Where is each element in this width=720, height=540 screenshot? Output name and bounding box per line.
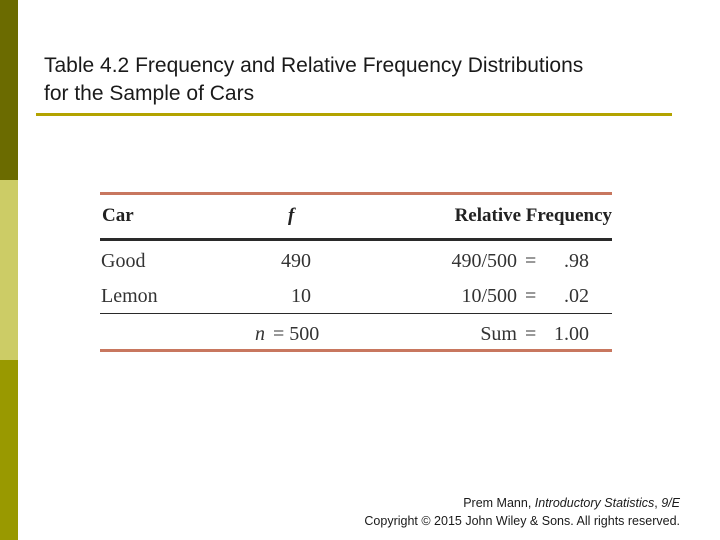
row-equals: = [525,285,537,307]
copyright-notice: Copyright © 2015 John Wiley & Sons. All rights reserved. [364,514,680,528]
slide-title-line-1: Table 4.2 Frequency and Relative Frequency Distributions [44,54,584,77]
header-car: Car [102,205,134,226]
row-relative-frequency: .98 [564,250,589,272]
frequency-table [100,192,612,355]
slide-title [44,52,694,108]
title-underline [36,113,672,116]
row-car: Lemon [101,285,158,307]
sidebar-segment-bottom [0,360,18,540]
citation-footer [260,494,680,530]
slide-title-line-2: for the Sample of Cars [44,82,255,105]
citation-edition: 9/E [661,496,680,510]
sidebar-segment-middle [0,180,18,360]
table-header-rule [100,238,612,241]
row-equals: = [525,250,537,272]
row-frequency: 490 [281,250,311,272]
total-sum-value: 1.00 [554,323,589,345]
row-car: Good [101,250,146,272]
citation-line [260,494,680,512]
row-relative-frequency: .02 [564,285,589,307]
citation-book-title: Introductory Statistics [534,496,655,510]
total-equals: = [525,323,537,345]
row-frequency: 10 [291,285,311,307]
header-f: f [288,205,295,226]
citation-author: Prem Mann, [463,496,535,510]
row-fraction: 10/500 [461,285,517,307]
header-relative-frequency: Relative Frequency [454,205,612,226]
table-bottom-rule [100,349,612,352]
sidebar-accent [0,0,18,540]
total-n-label: n [255,323,265,345]
citation-separator: , [654,496,662,510]
table-top-rule [100,192,612,195]
row-fraction: 490/500 [451,250,517,272]
table-total-rule [100,313,612,314]
total-n-value: = 500 [273,323,320,345]
total-sum-label: Sum [480,323,517,345]
sidebar-segment-top [0,0,18,180]
